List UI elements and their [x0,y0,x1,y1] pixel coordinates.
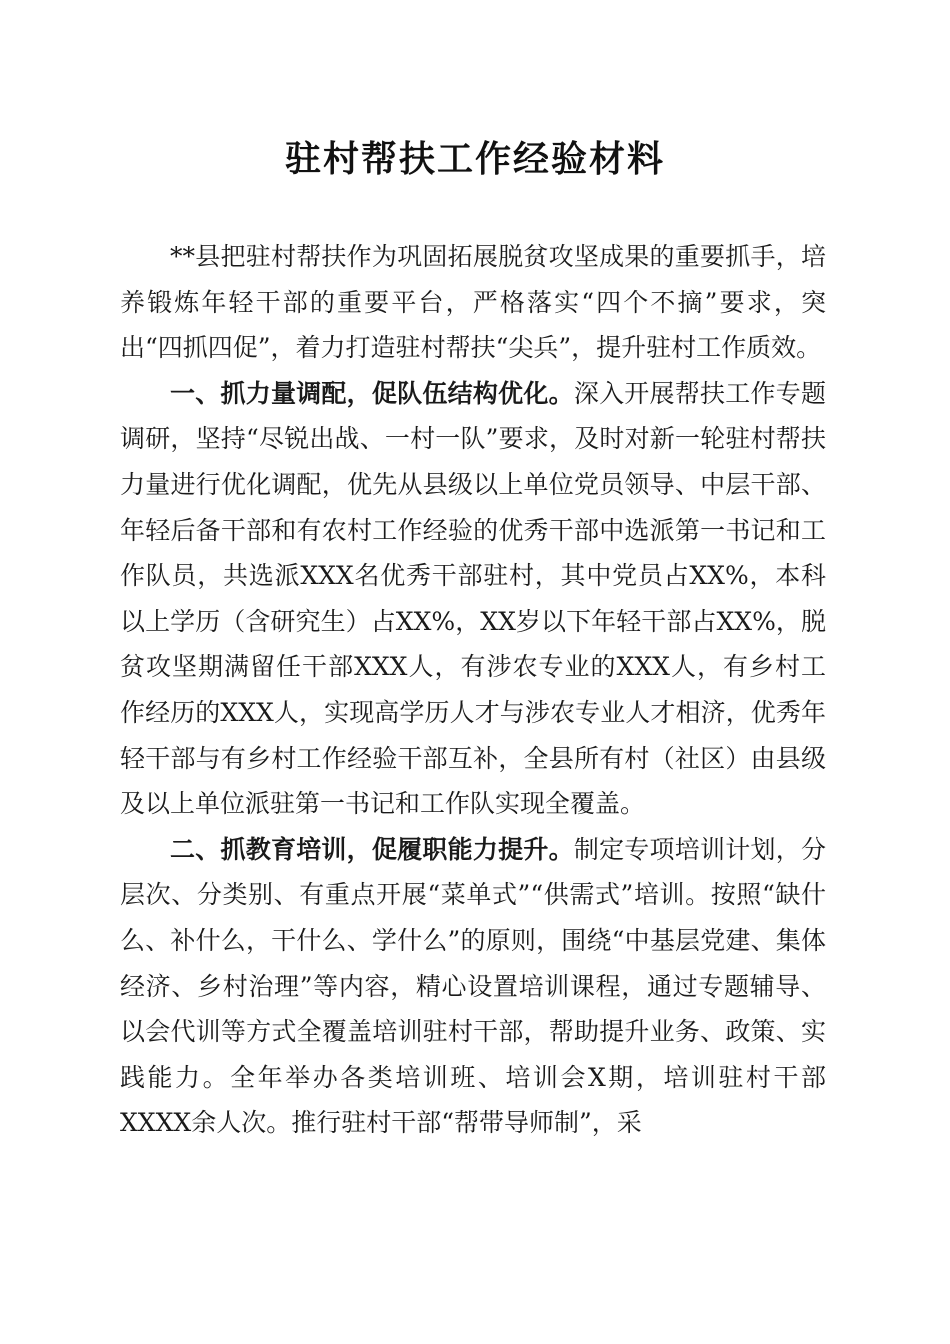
intro-paragraph: **县把驻村帮扶作为巩固拓展脱贫攻坚成果的重要抓手，培养锻炼年轻干部的重要平台，严格落实“四个不摘”要求，突出“四抓四促”，着力打造驻村帮扶“尖兵”，提升驻村工作质效。 [120,242,826,363]
document-title: 驻村帮扶工作经验材料 [284,138,665,180]
section-paragraph-1 [120,371,826,827]
section-text-1: 深入开展帮扶工作专题调研，坚持“尽锐出战、一村一队”要求，及时对新一轮驻村帮扶力量进行优化调配，优先从县级以上单位党员领导、中层干部、年轻后备干部和有农村工作经验的优秀干部中选派第一书记和工作队员，共选派XXX名优秀干部驻村，其中党员占XX%，本科以上学历（含研究生）占XX%，XX岁以下年轻干部占XX%，脱贫攻坚期满留任干部XXX人，有涉农专业的XXX人，有乡村工作经历的XXX人，实现高学历人才与涉农专业人才相济，优秀年轻干部与有乡村工作经验干部互补，全县所有村（社区）由县级及以上单位派驻第一书记和工作队实现全覆盖。 [120,378,826,819]
section-heading-1: 一、抓力量调配，促队伍结构优化。 [170,378,574,408]
section-paragraph-2 [120,827,826,1146]
section-heading-2: 二、抓教育培训，促履职能力提升。 [170,834,574,864]
section-text-2: 制定专项培训计划，分层次、分类别、有重点开展“菜单式”“供需式”培训。按照“缺什么、补什么，干什么、学什么”的原则，围绕“中基层党建、集体经济、乡村治理”等内容，精心设置培训课程，通过专题辅导、以会代训等方式全覆盖培训驻村干部，帮助提升业务、政策、实践能力。全年举办各类培训班、培训会X期，培训驻村干部XXXX余人次。推行驻村干部“帮带导师制”，采 [120,834,826,1138]
document-body [120,234,826,1146]
